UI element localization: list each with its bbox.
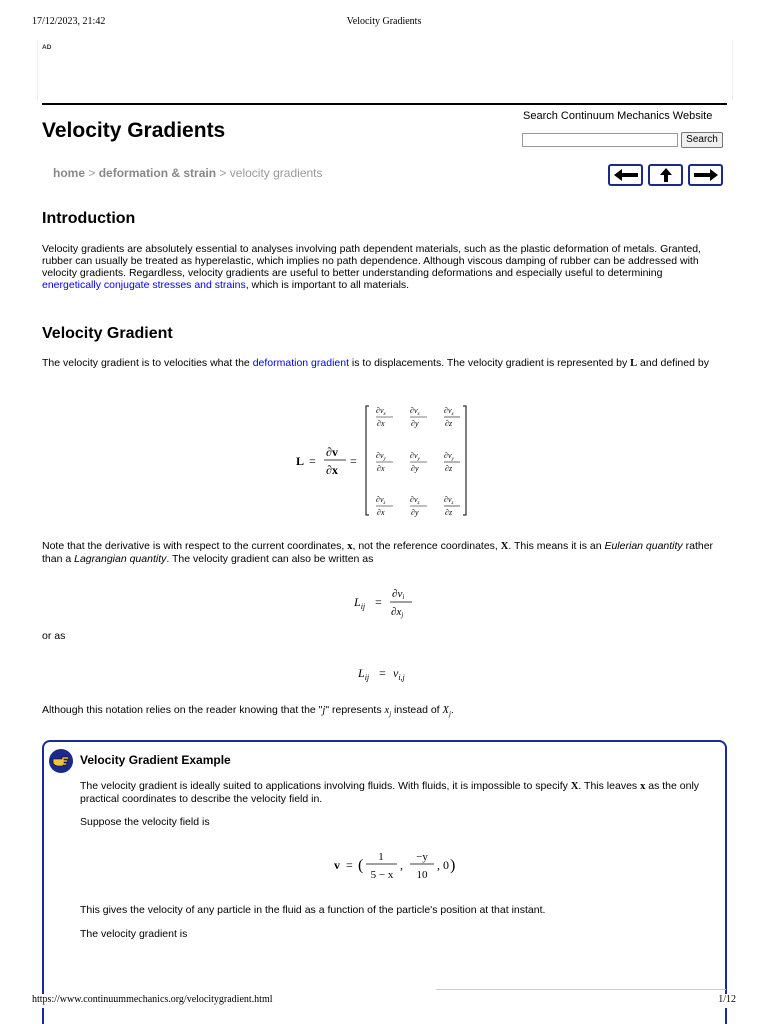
next-page-button[interactable] xyxy=(688,164,723,186)
svg-text:∂vz: $\partial v_z$ xyxy=(376,495,386,506)
svg-text:∂x: ∂x xyxy=(326,463,338,477)
svg-text:1: 1 xyxy=(378,851,384,863)
breadcrumb-separator: > xyxy=(219,166,227,180)
or-as-text: or as xyxy=(42,630,66,642)
pointing-hand-icon xyxy=(49,749,73,773)
page-navigation xyxy=(608,164,723,186)
svg-text:∂vz: $\partial v_z$ xyxy=(444,495,454,506)
svg-text:L: L xyxy=(296,454,305,468)
svg-text:∂vz: $\partial v_z$ xyxy=(410,495,420,506)
svg-text:∂vx: $\partial v_x$ xyxy=(376,406,386,417)
print-title: Velocity Gradients xyxy=(346,16,422,27)
velocity-field-equation xyxy=(0,845,768,885)
print-header xyxy=(32,16,736,30)
svg-text:∂vy: $\partial v_y$ xyxy=(410,451,420,462)
notation-remark-paragraph: Although this notation relies on the reader knowing that the "j" represents $x_j$ instead of $X_j$. xyxy=(42,704,454,719)
svg-text:∂z: ∂z xyxy=(445,464,453,473)
svg-text:∂x: ∂x xyxy=(377,464,385,473)
svg-text:∂vx: $\partial v_x$ xyxy=(444,406,454,417)
previous-page-button[interactable] xyxy=(608,164,643,186)
svg-text:∂vx: $\partial v_x$ xyxy=(410,406,420,417)
conjugate-stresses-link[interactable]: energetically conjugate stresses and strains xyxy=(42,279,246,291)
svg-text:∂vy: $\partial v_y$ xyxy=(376,451,386,462)
svg-text:∂vi: ∂vi xyxy=(392,588,405,601)
svg-text:Lij: $L_{ij}$ xyxy=(358,666,370,682)
example-paragraph: The velocity gradient is ideally suited to applications involving fluids. With fluids, it is impossible to specify X. This leaves x as the only practical coordinates to describe the velocity field in. xyxy=(80,780,700,805)
svg-text:∂y: ∂y xyxy=(411,508,419,517)
note-paragraph: Note that the derivative is with respect to the current coordinates, x, not the reference coordinates, X. This means it is an Eulerian quantity rather than a Lagrangian quantity. The velocity gradient can also be written as xyxy=(42,540,714,565)
svg-text:vi,j: $v_{i,j}$ xyxy=(393,666,405,682)
print-url: https://www.continuummechanics.org/velocitygradient.html xyxy=(32,994,273,1005)
svg-text:(: ( xyxy=(358,857,364,874)
svg-text:0: 0 xyxy=(443,858,449,872)
comma-notation-equation xyxy=(0,662,768,684)
example-paragraph: Suppose the velocity field is xyxy=(80,816,210,828)
svg-text:∂x: ∂x xyxy=(377,508,385,517)
svg-text:∂x: ∂x xyxy=(377,419,385,428)
svg-text:=: = xyxy=(309,454,316,468)
svg-text:−y: −y xyxy=(416,851,428,863)
search-button[interactable]: Search xyxy=(681,132,723,148)
right-arrow-icon xyxy=(692,168,720,182)
breadcrumb-home[interactable]: home xyxy=(53,166,86,180)
svg-text:=: = xyxy=(346,858,353,872)
svg-text:=: = xyxy=(379,666,386,680)
search-input[interactable] xyxy=(522,133,678,147)
svg-text:v: v xyxy=(334,858,340,872)
svg-text:): ) xyxy=(450,857,456,874)
footer-rule xyxy=(436,989,726,990)
ad-box[interactable] xyxy=(37,40,733,100)
print-footer xyxy=(32,994,736,1008)
up-page-button[interactable] xyxy=(648,164,683,186)
breadcrumb-current: velocity gradients xyxy=(229,166,323,180)
svg-text:,: , xyxy=(400,858,403,872)
breadcrumb-separator: > xyxy=(88,166,96,180)
deformation-gradient-link[interactable]: deformation gradient xyxy=(252,357,349,369)
search-label: Search Continuum Mechanics Website xyxy=(523,110,713,122)
breadcrumb-section[interactable]: deformation & strain xyxy=(98,166,217,180)
breadcrumb xyxy=(53,166,323,180)
page-title: Velocity Gradients xyxy=(42,119,226,142)
svg-text:∂vy: $\partial v_y$ xyxy=(444,451,454,462)
example-title: Velocity Gradient Example xyxy=(80,753,231,767)
velocity-gradient-matrix-equation xyxy=(0,398,768,523)
svg-text:=: = xyxy=(375,595,382,609)
index-notation-equation xyxy=(0,583,768,623)
svg-text:5 − x: 5 − x xyxy=(370,869,394,881)
svg-text:∂xj: ∂xj xyxy=(391,606,404,619)
left-arrow-icon xyxy=(612,168,640,182)
svg-text:∂v: ∂v xyxy=(326,445,338,459)
svg-text:Lij: $L_{ij}$ xyxy=(354,595,366,611)
ad-label: AD xyxy=(42,44,52,51)
svg-text:∂y: ∂y xyxy=(411,419,419,428)
print-datetime: 17/12/2023, 21:42 xyxy=(32,16,106,27)
svg-text:∂z: ∂z xyxy=(445,508,453,517)
up-arrow-icon xyxy=(659,167,673,183)
svg-text:=: = xyxy=(350,454,357,468)
print-page-number: 1/12 xyxy=(718,994,736,1005)
example-paragraph: The velocity gradient is xyxy=(80,928,188,940)
svg-text:∂y: ∂y xyxy=(411,464,419,473)
velocity-gradient-paragraph: The velocity gradient is to velocities what the deformation gradient is to displacements. The velocity gradient is represented by L and defined by xyxy=(42,357,709,369)
svg-text:∂z: ∂z xyxy=(445,419,453,428)
svg-text:,: , xyxy=(437,858,440,872)
introduction-paragraph: Velocity gradients are absolutely essential to analyses involving path dependent materials, such as the plastic deformation of metals. Granted, rubber can usually be treated as hyperelastic, which implies no path dependence. Although viscous damping of rubber can be addressed with velocity gradients. Regardless, velocity gradients are useful to better understanding deformations and especially useful to determining energetically conjugate stresses and strains, which is important to all materials. xyxy=(42,243,701,291)
header-rule xyxy=(42,103,727,105)
velocity-gradient-heading: Velocity Gradient xyxy=(42,325,173,342)
example-paragraph: This gives the velocity of any particle in the fluid as a function of the particle's position at that instant. xyxy=(80,904,546,916)
svg-text:10: 10 xyxy=(416,869,428,881)
introduction-heading: Introduction xyxy=(42,210,136,227)
